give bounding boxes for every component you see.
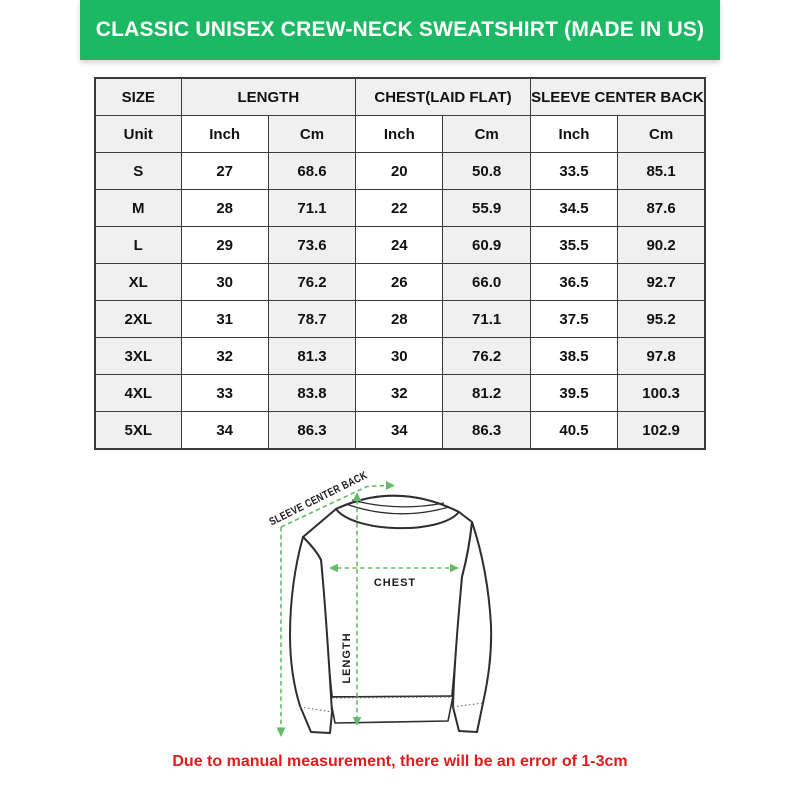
sweatshirt-measurement-diagram (240, 450, 560, 760)
value-cell: 66.0 (443, 264, 530, 301)
value-cell: 68.6 (268, 153, 355, 190)
size-cell: XL (95, 264, 181, 301)
value-cell: 40.5 (530, 412, 617, 450)
chest-label: CHEST (373, 577, 417, 589)
value-cell: 38.5 (530, 338, 617, 375)
value-cell: 85.1 (618, 153, 705, 190)
value-cell: 92.7 (618, 264, 705, 301)
value-cell: 76.2 (268, 264, 355, 301)
value-cell: 60.9 (443, 227, 530, 264)
unit-header-inch: Inch (530, 116, 617, 153)
value-cell: 28 (356, 301, 443, 338)
value-cell: 86.3 (268, 412, 355, 450)
page-title: CLASSIC UNISEX CREW-NECK SWEATSHIRT (MADE IN US) (95, 18, 705, 41)
table-header-row-units (95, 116, 705, 153)
title-banner (80, 0, 720, 60)
value-cell: 78.7 (268, 301, 355, 338)
value-cell: 102.9 (618, 412, 705, 450)
column-header-sleeve: SLEEVE CENTER BACK (530, 78, 705, 116)
unit-header-inch: Inch (356, 116, 443, 153)
size-cell: M (95, 190, 181, 227)
unit-header: Unit (95, 116, 181, 153)
value-cell: 39.5 (530, 375, 617, 412)
column-header-length: LENGTH (181, 78, 356, 116)
column-header-chest: CHEST(LAID FLAT) (356, 78, 531, 116)
value-cell: 81.2 (443, 375, 530, 412)
table-row (95, 375, 705, 412)
value-cell: 34 (356, 412, 443, 450)
value-cell: 32 (356, 375, 443, 412)
measurement-error-note: Due to manual measurement, there will be an error of 1-3cm (172, 753, 628, 770)
value-cell: 55.9 (443, 190, 530, 227)
value-cell: 97.8 (618, 338, 705, 375)
size-cell: L (95, 227, 181, 264)
value-cell: 81.3 (268, 338, 355, 375)
value-cell: 30 (356, 338, 443, 375)
table-row (95, 264, 705, 301)
unit-header-cm: Cm (618, 116, 705, 153)
value-cell: 26 (356, 264, 443, 301)
size-cell: 2XL (95, 301, 181, 338)
size-cell: 3XL (95, 338, 181, 375)
value-cell: 90.2 (618, 227, 705, 264)
table-row (95, 227, 705, 264)
size-chart-table (94, 77, 706, 450)
value-cell: 35.5 (530, 227, 617, 264)
value-cell: 86.3 (443, 412, 530, 450)
arrow-down-icon (277, 728, 286, 738)
length-label: LENGTH (341, 632, 353, 684)
value-cell: 34 (181, 412, 268, 450)
value-cell: 28 (181, 190, 268, 227)
value-cell: 83.8 (268, 375, 355, 412)
size-table-body (95, 153, 705, 450)
size-cell: 5XL (95, 412, 181, 450)
value-cell: 95.2 (618, 301, 705, 338)
sweatshirt-diagram-svg (240, 450, 560, 760)
table-row (95, 153, 705, 190)
value-cell: 29 (181, 227, 268, 264)
value-cell: 22 (356, 190, 443, 227)
value-cell: 24 (356, 227, 443, 264)
value-cell: 71.1 (443, 301, 530, 338)
sleeve-center-back-label: SLEEVE CENTER BACK (267, 457, 393, 529)
value-cell: 37.5 (530, 301, 617, 338)
value-cell: 33.5 (530, 153, 617, 190)
unit-header-cm: Cm (443, 116, 530, 153)
value-cell: 36.5 (530, 264, 617, 301)
size-cell: S (95, 153, 181, 190)
value-cell: 30 (181, 264, 268, 301)
value-cell: 34.5 (530, 190, 617, 227)
value-cell: 76.2 (443, 338, 530, 375)
table-row (95, 412, 705, 450)
unit-header-cm: Cm (268, 116, 355, 153)
value-cell: 100.3 (618, 375, 705, 412)
value-cell: 33 (181, 375, 268, 412)
table-header-row-sections (95, 78, 705, 116)
value-cell: 20 (356, 153, 443, 190)
table-row (95, 338, 705, 375)
unit-header-inch: Inch (181, 116, 268, 153)
value-cell: 31 (181, 301, 268, 338)
size-cell: 4XL (95, 375, 181, 412)
value-cell: 71.1 (268, 190, 355, 227)
table-row (95, 190, 705, 227)
value-cell: 50.8 (443, 153, 530, 190)
waistband (330, 696, 453, 723)
value-cell: 87.6 (618, 190, 705, 227)
column-header-size: SIZE (95, 78, 181, 116)
arrow-right-icon (386, 481, 395, 490)
value-cell: 73.6 (268, 227, 355, 264)
value-cell: 27 (181, 153, 268, 190)
table-row (95, 301, 705, 338)
value-cell: 32 (181, 338, 268, 375)
